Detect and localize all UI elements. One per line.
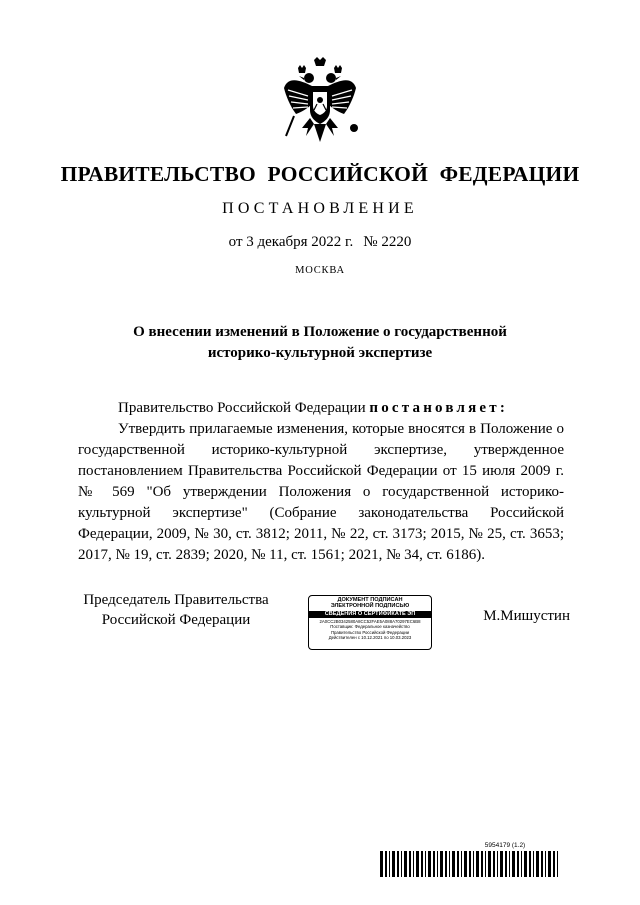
preamble-keyword: постановляет: bbox=[369, 400, 509, 416]
esign-issuer-2: Правительство Российской Федерации bbox=[330, 629, 410, 635]
subject-line-2: историко-культурной экспертизе bbox=[207, 345, 433, 361]
esign-line-1: ДОКУМЕНТ ПОДПИСАН bbox=[337, 597, 403, 603]
document-subject bbox=[0, 322, 640, 364]
document-code: 5954179 (1.2) bbox=[484, 842, 526, 849]
signer-position bbox=[76, 590, 276, 630]
document-type: ПОСТАНОВЛЕНИЕ bbox=[222, 200, 418, 217]
body-paragraph: Утвердить прилагаемые изменения, которые вносятся в Положение о государственной историко-культурной экспертизе, утвержденное постановлением Правительства Российской Федерации от 15 июля 2009 г. № 569 "Об утверждении Положения о государственной историко-культурной экспертизе" (Собрание законодательства Российской Федерации, 2009, № 30, ст. 3812; 2011, № 22, ст. 3173; 2015, № 25, ст. 3653; 2017, № 19, ст. 2839; 2020, № 11, ст. 1561; 2021, № 34, ст. 6186). bbox=[78, 421, 564, 563]
signer-position-line-2: Российской Федерации bbox=[101, 612, 251, 628]
preamble bbox=[78, 398, 564, 419]
barcode-icon bbox=[380, 851, 560, 877]
coat-of-arms-icon bbox=[280, 56, 360, 152]
esign-serial: 2A0CC2B0342580A8CC52FAE5A088A70297EC6B8 bbox=[319, 618, 421, 624]
document-number: № 2220 bbox=[363, 234, 412, 250]
signer-position-line-1: Председатель Правительства bbox=[83, 592, 269, 608]
date-number-line bbox=[0, 234, 640, 251]
esign-line-2: ЭЛЕКТРОННОЙ ПОДПИСЬЮ bbox=[330, 603, 410, 610]
esign-validity: Действителен с 10.12.2021 по 10.03.2023 bbox=[328, 635, 412, 641]
esign-band: СВЕДЕНИЯ О СЕРТИФИКАТЕ ЭП bbox=[309, 611, 431, 618]
government-title: ПРАВИТЕЛЬСТВО РОССИЙСКОЙ ФЕДЕРАЦИИ bbox=[60, 162, 580, 186]
electronic-signature-stamp bbox=[308, 595, 432, 650]
esign-issuer-1: Поставщик: Федеральное казначейство bbox=[330, 624, 410, 630]
city: МОСКВА bbox=[295, 265, 345, 276]
signer-name: М.Мишустин bbox=[483, 608, 570, 624]
document-date: от 3 декабря 2022 г. bbox=[228, 234, 354, 250]
document-body bbox=[78, 398, 564, 566]
subject-line-1: О внесении изменений в Положение о государственной bbox=[133, 324, 507, 340]
preamble-lead: Правительство Российской Федерации bbox=[118, 400, 366, 416]
